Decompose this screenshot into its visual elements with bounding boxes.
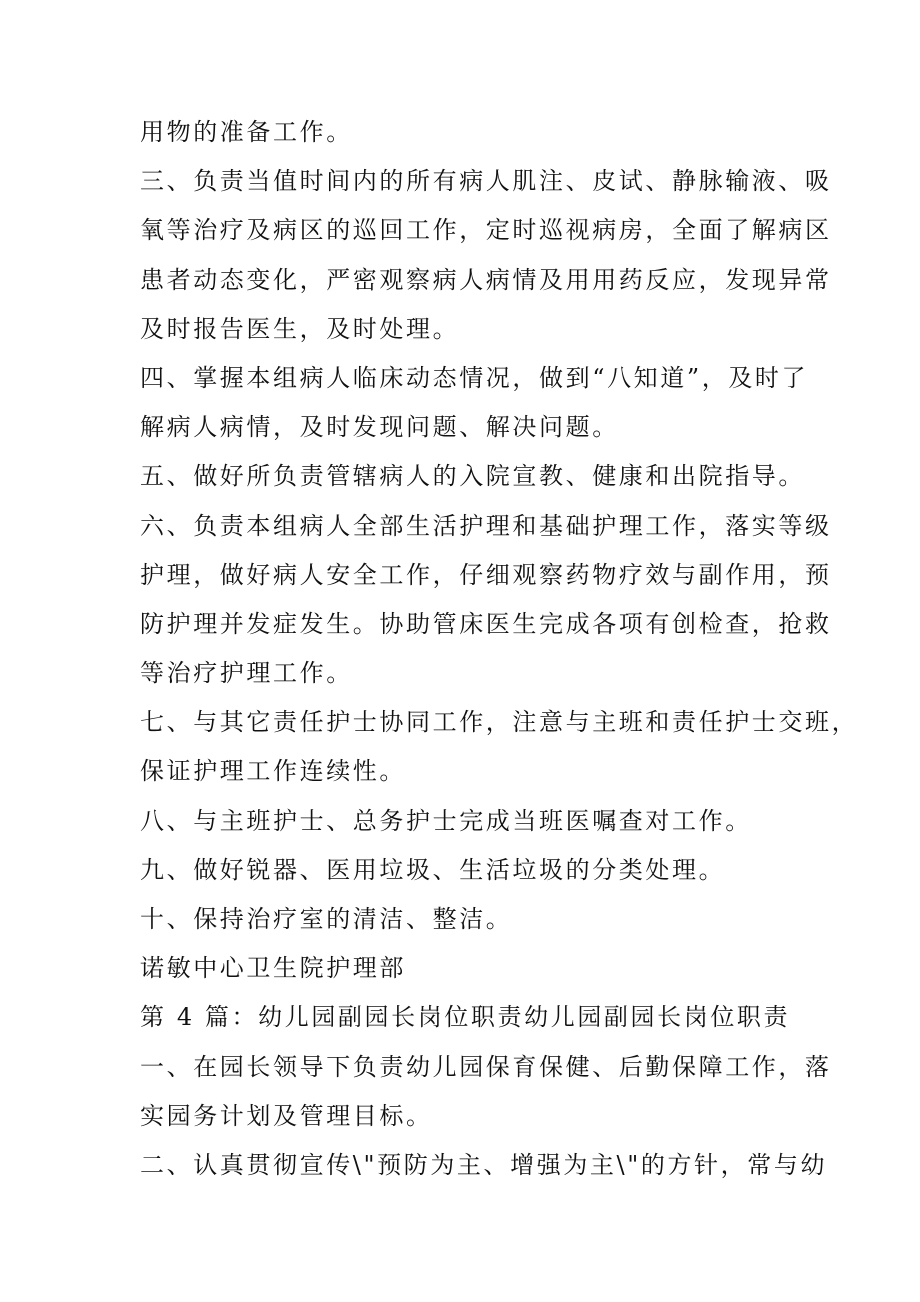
text-line: 四、掌握本组病人临床动态情况，做到“八知道”，及时了 (140, 363, 809, 392)
text-line: 实园务计划及管理目标。 (140, 1101, 433, 1130)
text-line: 九、做好锐器、医用垃圾、生活垃圾的分类处理。 (140, 855, 726, 884)
text-line: 防护理并发症发生。协助管床医生完成各项有创检查，抢救 (140, 609, 832, 638)
text-line: 护理，做好病人安全工作，仔细观察药物疗效与副作用，预 (140, 560, 832, 589)
text-line: 等治疗护理工作。 (140, 659, 353, 688)
text-line: 解病人病情，及时发现问题、解决问题。 (140, 413, 619, 442)
text-line: 及时报告医生，及时处理。 (140, 314, 460, 343)
text-line: 患者动态变化，严密观察病人病情及用用药反应，发现异常 (140, 265, 832, 294)
text-line: 氧等治疗及病区的巡回工作，定时巡视病房，全面了解病区 (140, 216, 832, 245)
document-body (140, 108, 859, 1190)
text-line: 十、保持治疗室的清洁、整洁。 (140, 905, 513, 933)
text-line: 六、负责本组病人全部生活护理和基础护理工作，落实等级 (140, 511, 832, 540)
text-line: 五、做好所负责管辖病人的入院宣教、健康和出院指导。 (140, 462, 805, 491)
text-line: 保证护理工作连续性。 (140, 757, 406, 786)
text-line: 一、在园长领导下负责幼儿园保育保健、后勤保障工作，落 (140, 1052, 832, 1081)
text-line: 七、与其它责任护士协同工作，注意与主班和责任护士交班， (140, 708, 859, 737)
text-line: 第 4 篇：幼儿园副园长岗位职责幼儿园副园长岗位职责 (140, 1003, 791, 1032)
text-line: 二、认真贯彻宣传\"预防为主、增强为主\"的方针，常与幼 (140, 1150, 828, 1179)
text-line: 三、负责当值时间内的所有病人肌注、皮试、静脉输液、吸 (140, 167, 832, 196)
text-line: 用物的准备工作。 (140, 118, 353, 146)
text-line: 八、与主班护士、总务护士完成当班医嘱查对工作。 (140, 806, 752, 835)
text-line: 诺敏中心卫生院护理部 (140, 954, 406, 983)
